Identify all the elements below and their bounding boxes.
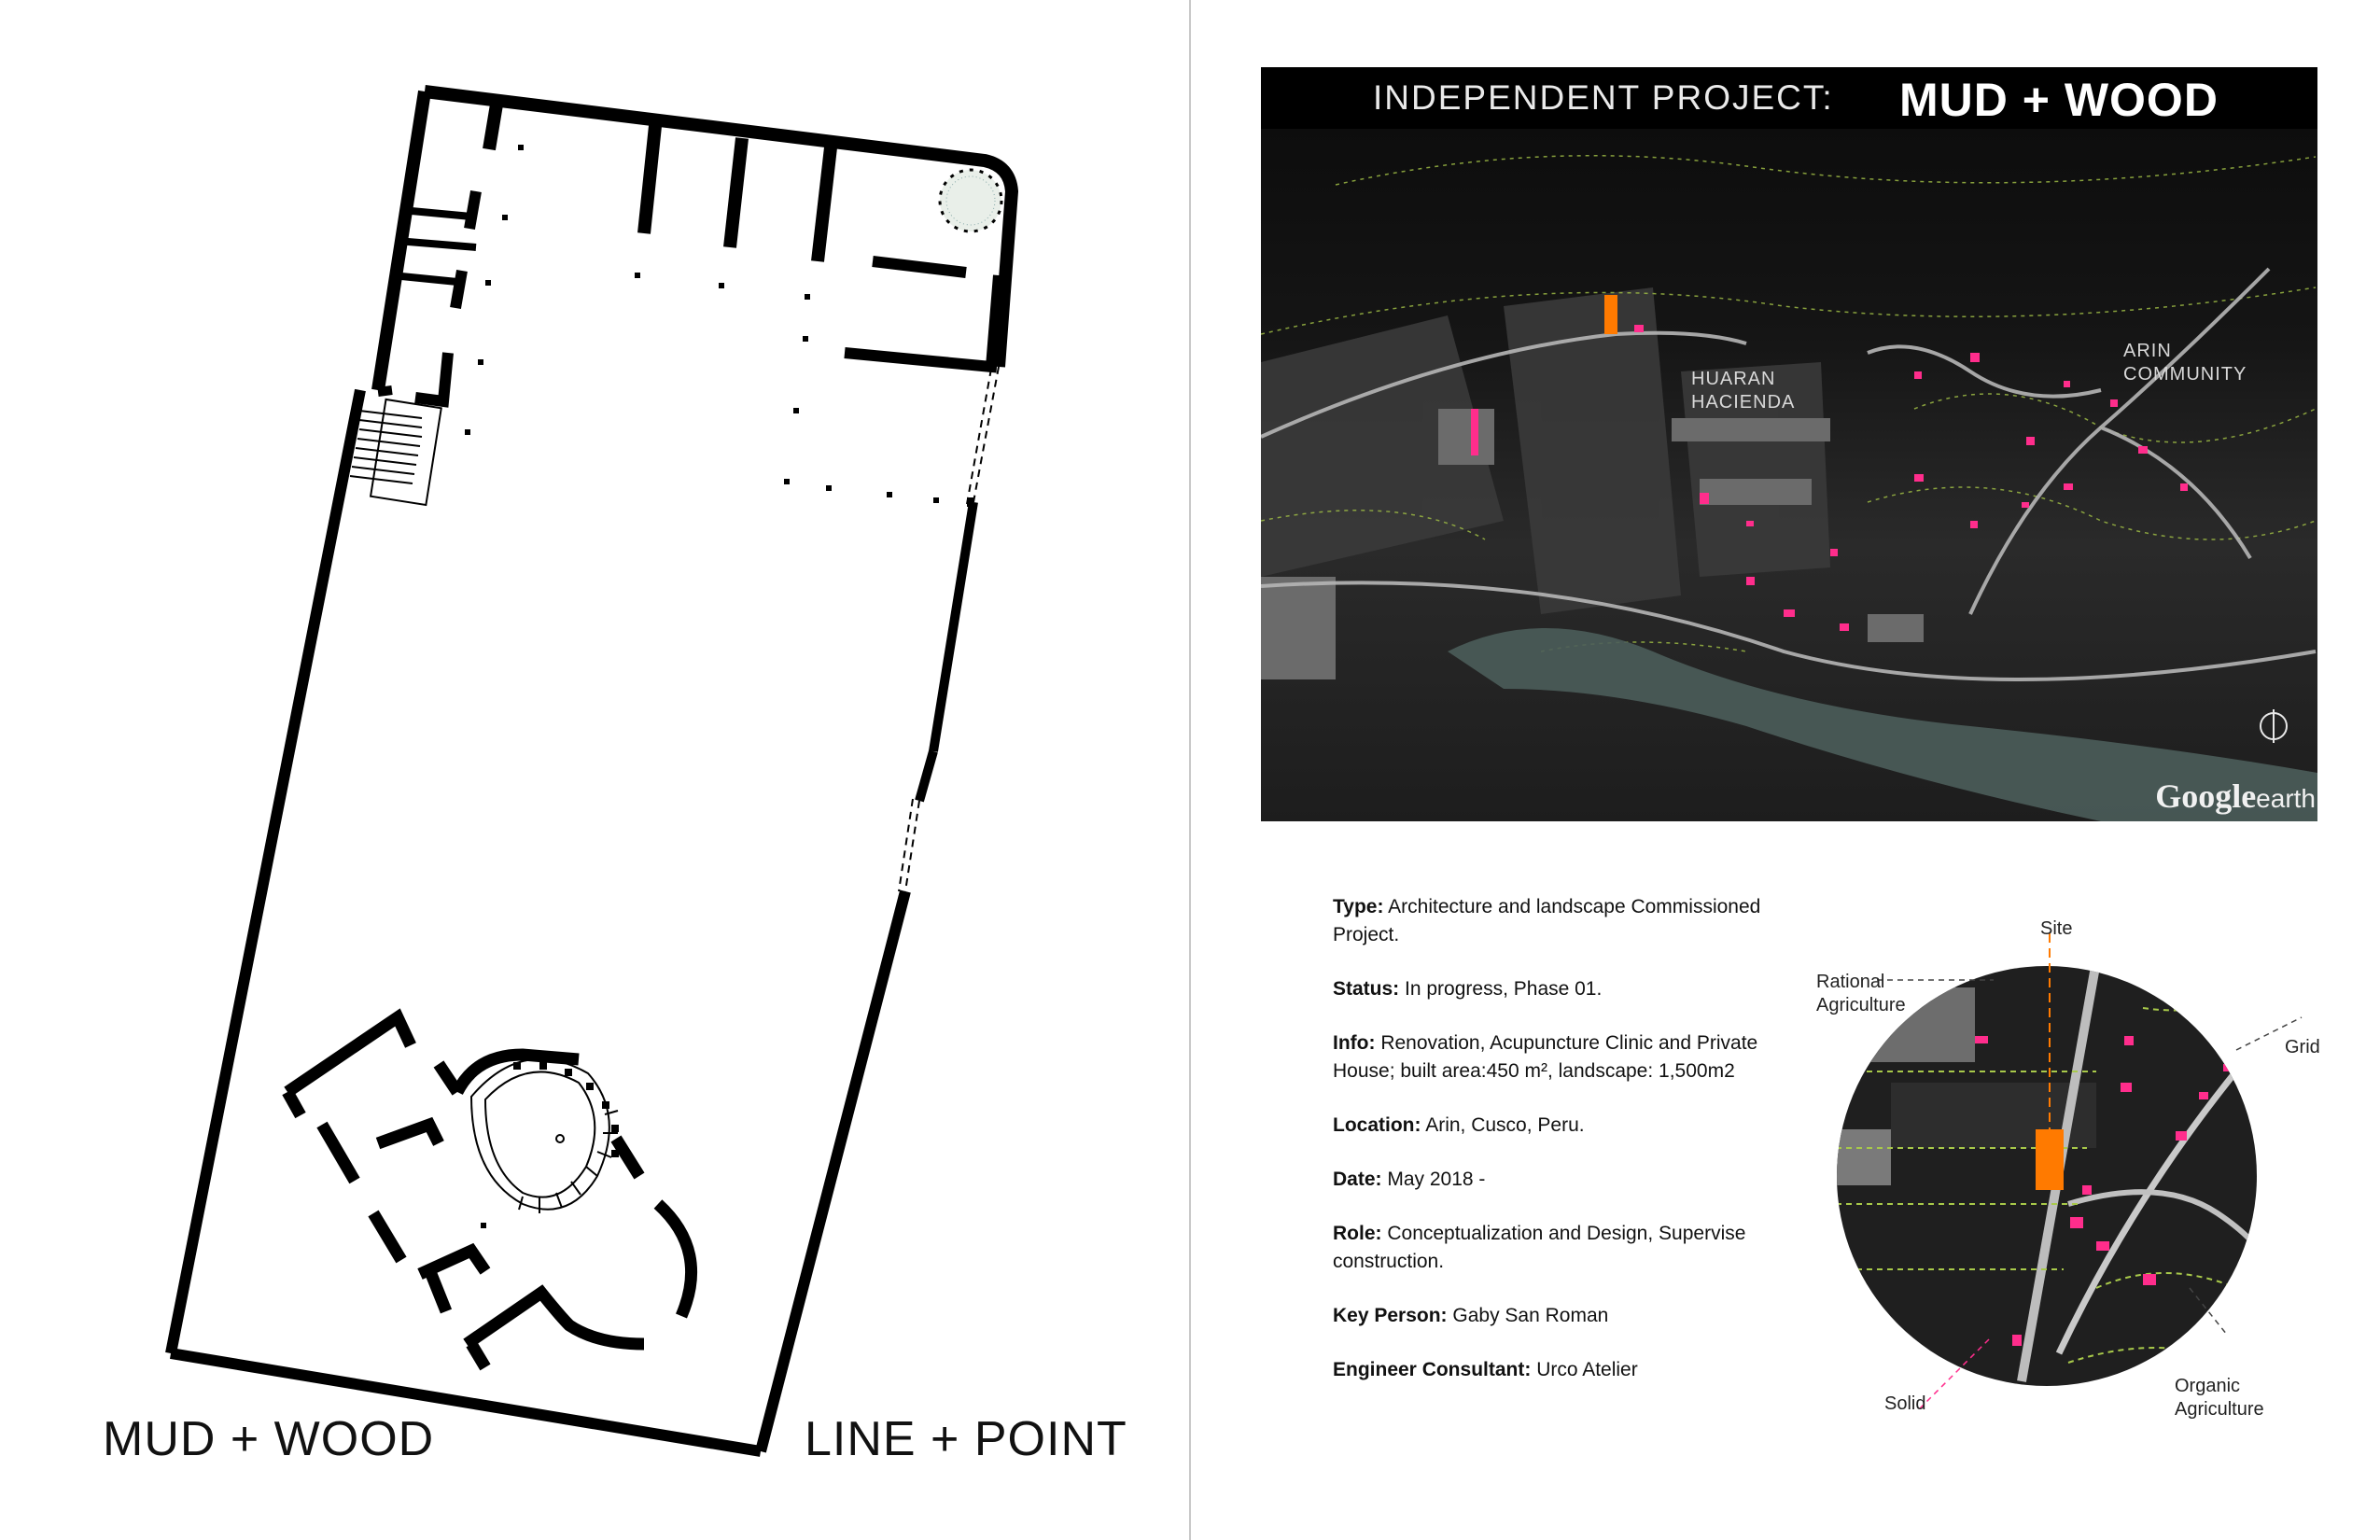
header-bar [1261,67,2317,129]
info-key: Engineer Consultant: [1333,1359,1532,1380]
site-marker [1604,295,1617,334]
info-key: Type: [1333,896,1384,917]
header-label: INDEPENDENT PROJECT: [1373,78,1834,117]
info-key: Location: [1333,1114,1421,1136]
project-info-list [1333,893,1818,1410]
info-value: Architecture and landscape Commissioned Project. [1333,896,1761,945]
info-value: In progress, Phase 01. [1405,978,1603,1000]
info-row [1333,1302,1818,1330]
info-key: Role: [1333,1223,1382,1244]
plan-outer-wall [868,364,961,1157]
info-value: Gaby San Roman [1452,1305,1609,1326]
right-page [1191,0,2380,1540]
left-page [0,0,1189,1540]
info-key: Date: [1333,1169,1382,1190]
aerial-map-graphic [1261,129,2317,821]
info-row [1333,893,1818,949]
map-watermark [2155,777,2316,816]
info-row [1333,1220,1818,1276]
info-value: Conceptualization and Design, Supervise construction. [1333,1223,1746,1272]
info-row [1333,1029,1818,1085]
callout-grid: Grid [2285,1037,2320,1057]
info-key: Status: [1333,978,1400,1000]
plan-boundary [425,91,1012,367]
info-value: Urco Atelier [1536,1359,1638,1380]
left-caption: MUD + WOOD [103,1412,435,1466]
callout-organic-agriculture: Organic Agriculture [2175,1376,2264,1420]
watermark-sub: earth [2256,784,2316,813]
callout-solid: Solid [1884,1393,1926,1414]
info-row [1333,1112,1818,1140]
info-value: Arin, Cusco, Peru. [1425,1114,1585,1136]
info-value: Renovation, Acupuncture Clinic and Private House; built area:450 m², landscape: 1,500m2 [1333,1032,1758,1082]
info-row [1333,975,1818,1003]
info-row [1333,1356,1818,1384]
floor-plan-drawing [0,0,1189,1540]
map-label-arin-community: ARIN COMMUNITY [2123,341,2247,385]
header-title: MUD + WOOD [1899,74,2219,126]
site-aerial-map [1261,129,2317,821]
watermark-main: Google [2155,777,2257,815]
info-key: Info: [1333,1032,1376,1054]
callout-rational-agriculture: Rational Agriculture [1816,972,1906,1015]
map-label-huaran-hacienda: HUARAN HACIENDA [1691,369,1796,413]
right-caption: LINE + POINT [805,1412,1127,1466]
info-row [1333,1166,1818,1194]
callout-site: Site [2040,918,2073,939]
info-value: May 2018 - [1387,1169,1486,1190]
info-key: Key Person: [1333,1305,1448,1326]
